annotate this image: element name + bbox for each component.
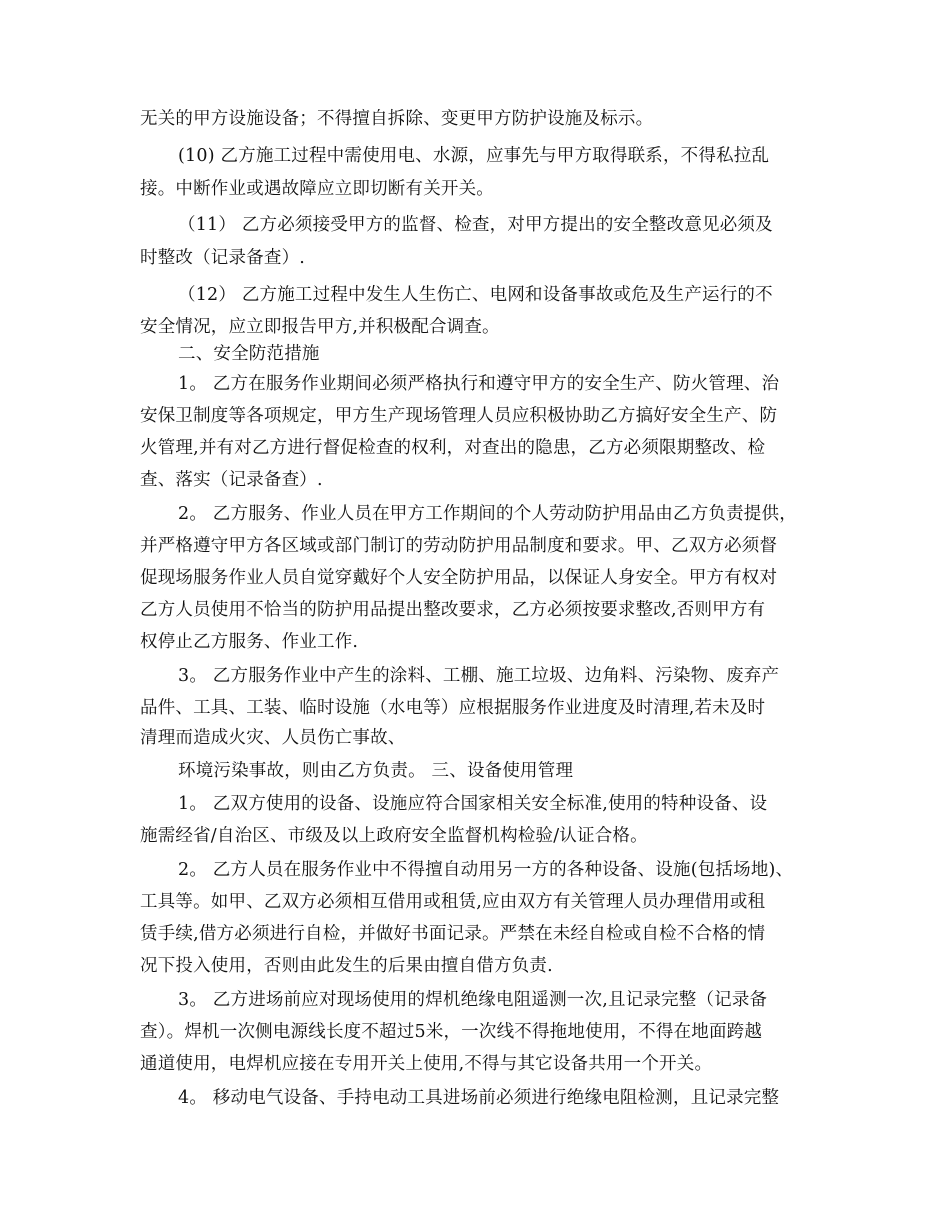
text-line: 3。 乙方进场前应对现场使用的焊机绝缘电阻遥测一次,且记录完整（记录备 bbox=[178, 990, 768, 1010]
text-line: 3。 乙方服务作业中产生的涂料、工棚、施工垃圾、边角料、污染物、废弃产 bbox=[178, 666, 780, 686]
text-line: 清理而造成火灾、人员伤亡事故、 bbox=[140, 728, 406, 748]
text-line: 工具等。如甲、乙双方必须相互借用或租赁,应由双方有关管理人员办理借用或租 bbox=[140, 892, 766, 912]
text-line: 火管理,并有对乙方进行督促检查的权利，对查出的隐患，乙方必须限期整改、检 bbox=[140, 438, 766, 458]
text-line: 4。 移动电气设备、手持电动工具进场前必须进行绝缘电阻检测，且记录完整 bbox=[178, 1088, 780, 1108]
text-line: （11） 乙方必须接受甲方的监督、检查，对甲方提出的安全整改意见必须及 bbox=[178, 215, 773, 235]
section-heading: 二、安全防范措施 bbox=[178, 344, 320, 364]
text-line: 时整改（记录备查）. bbox=[140, 248, 306, 268]
text-line: 安全情况，应立即报告甲方,并积极配合调查。 bbox=[140, 317, 500, 337]
text-line: 1。 乙方在服务作业期间必须严格执行和遵守甲方的安全生产、防火管理、治 bbox=[178, 374, 780, 394]
text-line: 并严格遵守甲方各区域或部门制订的劳动防护用品制度和要求。甲、乙双方必须督 bbox=[140, 536, 778, 556]
text-line: (10) 乙方施工过程中需使用电、水源，应事先与甲方取得联系，不得私拉乱 bbox=[178, 146, 770, 166]
text-line: 乙方人员使用不恰当的防护用品提出整改要求，乙方必须按要求整改,否则甲方有 bbox=[140, 600, 766, 620]
text-line: 赁手续,借方必须进行自检，并做好书面记录。严禁在未经自检或自检不合格的情 bbox=[140, 924, 766, 944]
text-line: 接。中断作业或遇故障应立即切断有关开关。 bbox=[140, 179, 494, 199]
text-line: 查、落实（记录备查）. bbox=[140, 470, 323, 490]
text-line: 促现场服务作业人员自觉穿戴好个人安全防护用品，以保证人身安全。甲方有权对 bbox=[140, 568, 778, 588]
text-line: 施需经省/自治区、市级及以上政府安全监督机构检验/认证合格。 bbox=[140, 826, 648, 846]
text-line: 无关的甲方设施设备；不得擅自拆除、变更甲方防护设施及标示。 bbox=[140, 109, 654, 129]
text-line: 2。 乙方服务、作业人员在甲方工作期间的个人劳动防护用品由乙方负责提供， bbox=[178, 504, 797, 524]
text-line: （12） 乙方施工过程中发生人生伤亡、电网和设备事故或危及生产运行的不 bbox=[178, 285, 773, 305]
text-line: 2。 乙方人员在服务作业中不得擅自动用另一方的各种设备、设施(包括场地)、 bbox=[178, 860, 794, 880]
text-line: 况下投入使用，否则由此发生的后果由擅自借方负责. bbox=[140, 956, 553, 976]
text-line: 通道使用，电焊机应接在专用开关上使用,不得与其它设备共用一个开关。 bbox=[140, 1054, 713, 1074]
text-line: 环境污染事故，则由乙方负责。 三、设备使用管理 bbox=[178, 761, 574, 781]
text-line: 1。 乙双方使用的设备、设施应符合国家相关安全标准,使用的特种设备、设 bbox=[178, 794, 768, 814]
text-line: 查）。焊机一次侧电源线长度不超过5米，一次线不得拖地使用，不得在地面跨越 bbox=[140, 1022, 763, 1042]
text-line: 权停止乙方服务、作业工作. bbox=[140, 632, 359, 652]
text-line: 品件、工具、工装、临时设施（水电等）应根据服务作业进度及时清理,若未及时 bbox=[140, 698, 766, 718]
text-line: 安保卫制度等各项规定，甲方生产现场管理人员应积极协助乙方搞好安全生产、防 bbox=[140, 406, 778, 426]
